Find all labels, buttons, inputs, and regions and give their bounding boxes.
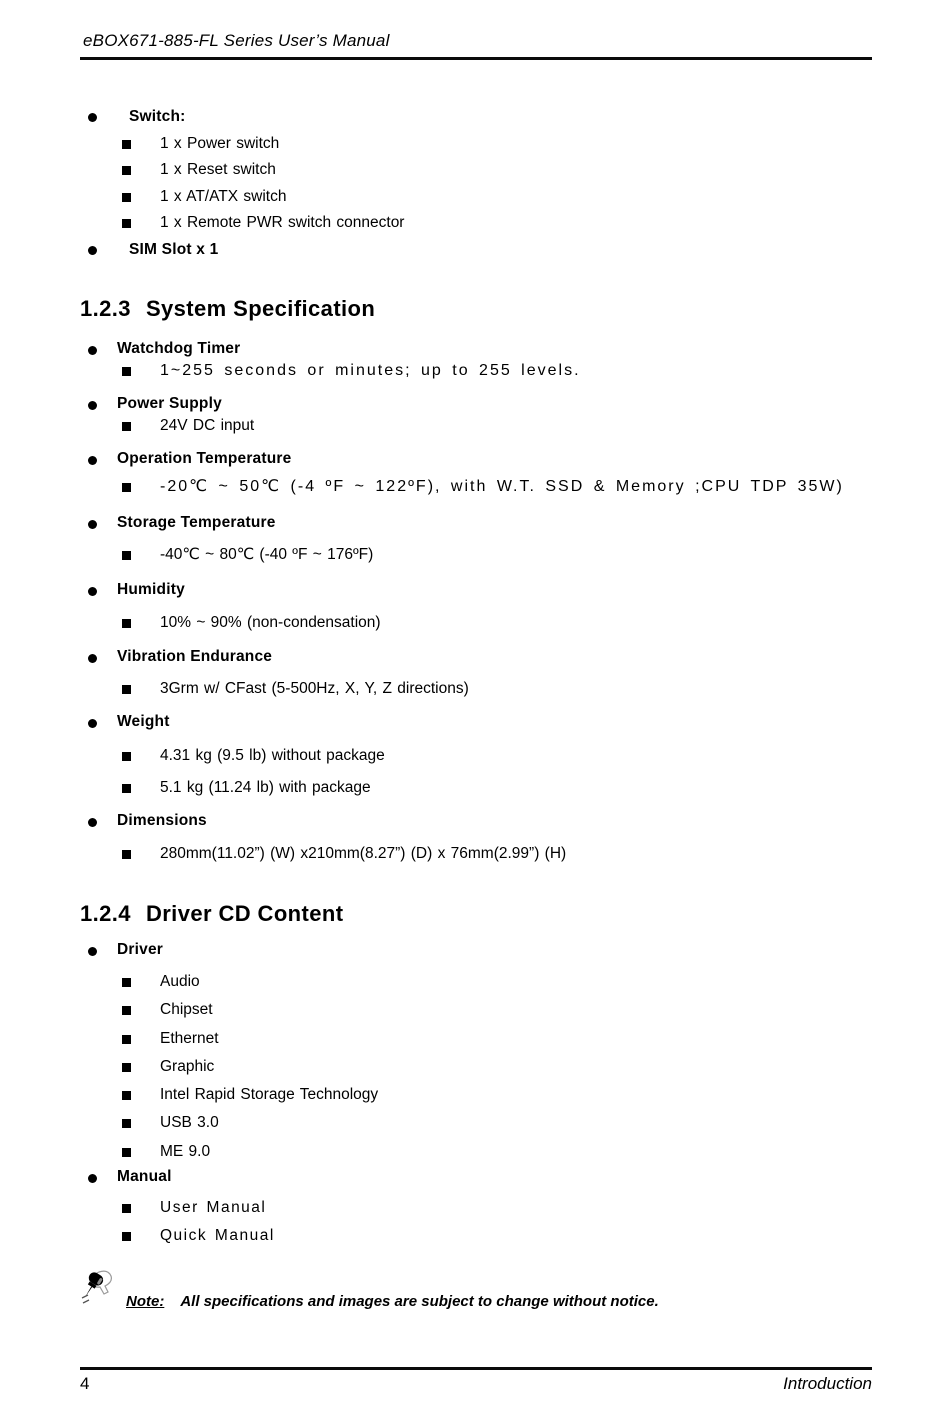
spec-label: Vibration Endurance [117, 648, 273, 665]
list-item [80, 415, 872, 437]
bullet-icon [88, 947, 97, 956]
manual-item: Quick Manual [160, 1227, 275, 1245]
page-header-title: eBOX671-885-FL Series User’s Manual [83, 31, 390, 50]
spec-group-watchdog-timer [80, 338, 872, 382]
bullet-icon [88, 654, 97, 663]
list-item [80, 104, 872, 131]
square-bullet-icon [122, 219, 131, 228]
spec-label: Weight [117, 713, 170, 730]
square-bullet-icon [122, 850, 131, 859]
list-item [80, 579, 872, 601]
list-item [80, 448, 872, 470]
spec-value: -40℃ ~ 80℃ (-40 ºF ~ 176ºF) [160, 546, 374, 563]
driver-item: USB 3.0 [160, 1114, 219, 1132]
spec-label: Storage Temperature [117, 514, 276, 531]
bullet-icon [88, 520, 97, 529]
square-bullet-icon [122, 140, 131, 149]
list-item [80, 237, 872, 264]
manual-item: User Manual [160, 1199, 267, 1217]
list-item [80, 512, 872, 534]
list-item [80, 612, 872, 634]
spec-value: 1~255 seconds or minutes; up to 255 levels. [160, 362, 581, 379]
spec-group-vibration-endurance [80, 646, 872, 700]
spec-group-operation-temperature [80, 448, 872, 498]
list-item [80, 810, 872, 832]
list-item [80, 968, 872, 996]
square-bullet-icon [122, 784, 131, 793]
note-body: All specifications and images are subject to change without notice. [180, 1292, 659, 1310]
square-bullet-icon [122, 1148, 131, 1157]
feature-label: Switch: [129, 108, 186, 125]
list-item [80, 131, 872, 158]
bullet-icon [88, 818, 97, 827]
list-item [80, 996, 872, 1024]
page-number: 4 [80, 1374, 90, 1393]
manual-group [80, 1166, 872, 1251]
spec-value: 24V DC input [160, 417, 255, 434]
list-item [80, 1109, 872, 1137]
section-title: System Specification [145, 296, 376, 321]
page-footer [80, 1367, 872, 1394]
note-label: Note: [126, 1292, 165, 1310]
driver-item: Ethernet [160, 1029, 219, 1047]
driver-item: Intel Rapid Storage Technology [160, 1086, 379, 1104]
spec-label: Dimensions [117, 812, 207, 829]
spec-value: -20℃ ~ 50℃ (-4 ºF ~ 122ºF), with W.T. SSD & Memory ;CPU TDP 35W) [160, 478, 844, 495]
feature-item: 1 x Remote PWR switch connector [160, 214, 405, 231]
square-bullet-icon [122, 551, 131, 560]
bullet-icon [88, 719, 97, 728]
list-item [80, 678, 872, 700]
bullet-icon [88, 401, 97, 410]
spec-label: Watchdog Timer [117, 340, 241, 357]
note-text [126, 1293, 659, 1311]
feature-item: 1 x Reset switch [160, 161, 276, 178]
list-item [80, 1081, 872, 1109]
list-item [80, 476, 872, 498]
driver-item: Graphic [160, 1057, 215, 1075]
list-item [80, 939, 872, 961]
list-item [80, 393, 872, 415]
list-item [80, 1166, 872, 1188]
spec-group-humidity [80, 579, 872, 634]
list-item [80, 1138, 872, 1166]
list-item [80, 745, 872, 767]
square-bullet-icon [122, 619, 131, 628]
pushpin-icon [80, 1269, 118, 1311]
list-item [80, 1025, 872, 1053]
spec-label: Power Supply [117, 395, 222, 412]
bullet-icon [88, 456, 97, 465]
square-bullet-icon [122, 752, 131, 761]
spec-group-dimensions [80, 810, 872, 865]
square-bullet-icon [122, 1006, 131, 1015]
bullet-icon [88, 1174, 97, 1183]
bullet-icon [88, 587, 97, 596]
square-bullet-icon [122, 685, 131, 694]
section-title: Driver CD Content [145, 901, 344, 926]
list-item [80, 157, 872, 184]
spec-value: 10% ~ 90% (non-condensation) [160, 614, 381, 631]
list-item [80, 360, 872, 382]
list-item [80, 338, 872, 360]
manual-label: Manual [117, 1168, 172, 1186]
square-bullet-icon [122, 483, 131, 492]
page-header [80, 0, 872, 60]
spec-label: Humidity [117, 581, 185, 598]
list-item [80, 646, 872, 668]
driver-group [80, 939, 872, 1166]
square-bullet-icon [122, 1063, 131, 1072]
spec-group-power-supply [80, 393, 872, 437]
section-heading-driver-cd-content [80, 901, 872, 927]
square-bullet-icon [122, 193, 131, 202]
driver-item: Audio [160, 973, 200, 990]
spec-value: 280mm(11.02”) (W) x210mm(8.27”) (D) x 76mm(2.99”) (H) [160, 845, 567, 862]
driver-item: ME 9.0 [160, 1142, 211, 1160]
list-item [80, 843, 872, 865]
list-item [80, 544, 872, 566]
page-body [80, 104, 872, 1311]
spec-value: 5.1 kg (11.24 lb) with package [160, 779, 371, 796]
spec-group-storage-temperature [80, 512, 872, 566]
section-number: 1.2.3 [80, 296, 131, 321]
bullet-icon [88, 346, 97, 355]
driver-label: Driver [117, 941, 164, 958]
list-item [80, 777, 872, 799]
feature-label: SIM Slot x 1 [129, 240, 219, 258]
list-item [80, 1053, 872, 1081]
square-bullet-icon [122, 1119, 131, 1128]
section-number: 1.2.4 [80, 901, 131, 926]
note-block [80, 1269, 872, 1311]
feature-item: 1 x Power switch [160, 134, 280, 152]
square-bullet-icon [122, 1091, 131, 1100]
spec-group-weight [80, 711, 872, 799]
square-bullet-icon [122, 166, 131, 175]
square-bullet-icon [122, 367, 131, 376]
list-item [80, 711, 872, 733]
bullet-icon [88, 113, 97, 122]
square-bullet-icon [122, 1035, 131, 1044]
square-bullet-icon [122, 422, 131, 431]
square-bullet-icon [122, 1204, 131, 1213]
feature-item: 1 x AT/ATX switch [160, 187, 287, 205]
square-bullet-icon [122, 978, 131, 987]
switch-feature-list [80, 104, 872, 263]
spec-label: Operation Temperature [117, 450, 292, 467]
list-item [80, 1222, 872, 1250]
list-item [80, 184, 872, 211]
section-heading-system-specification [80, 296, 872, 322]
list-item [80, 210, 872, 237]
square-bullet-icon [122, 1232, 131, 1241]
chapter-name: Introduction [783, 1374, 872, 1393]
spec-value: 4.31 kg (9.5 lb) without package [160, 747, 385, 764]
list-item [80, 1194, 872, 1222]
bullet-icon [88, 246, 97, 255]
driver-item: Chipset [160, 1001, 213, 1019]
spec-value: 3Grm w/ CFast (5-500Hz, X, Y, Z directions) [160, 680, 469, 697]
